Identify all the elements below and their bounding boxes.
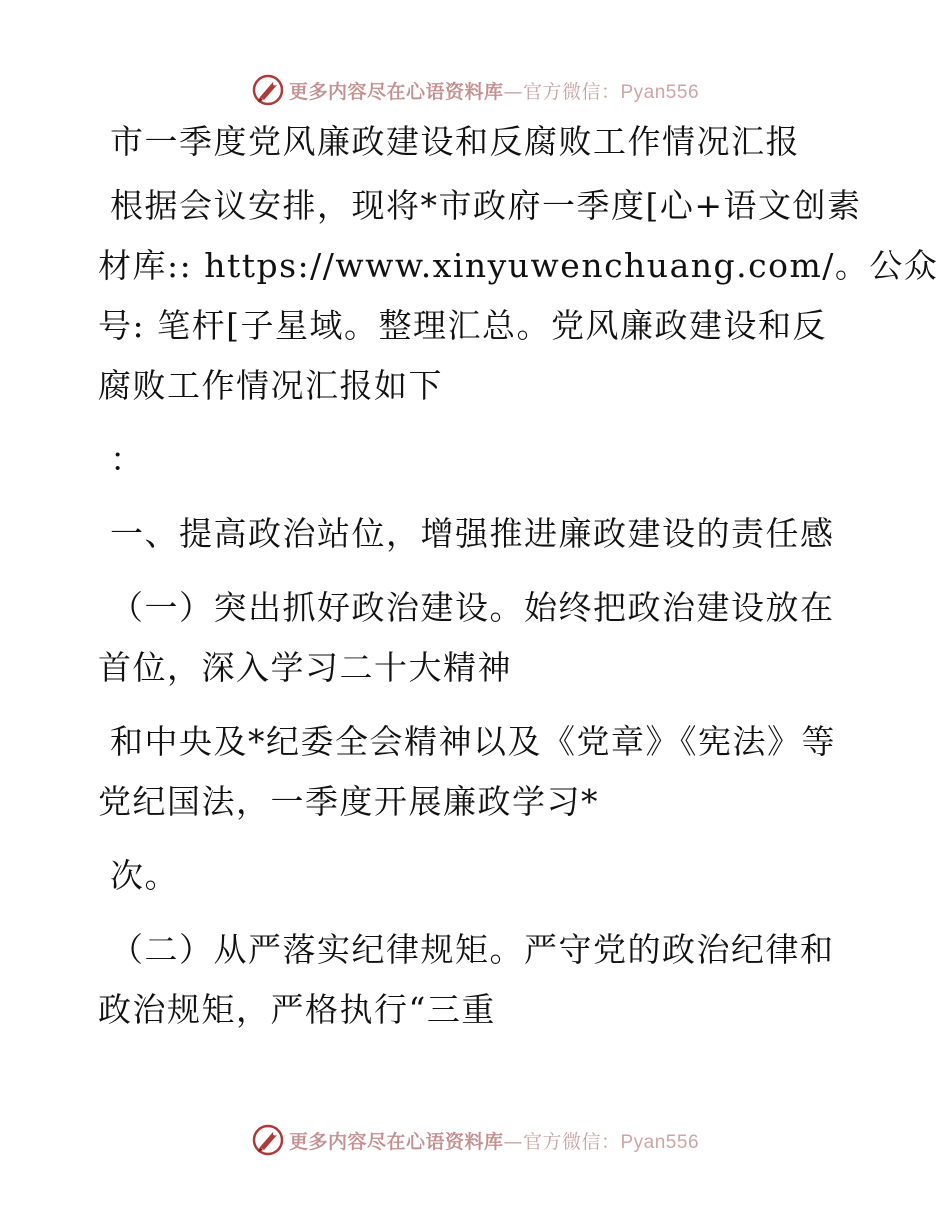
watermark-text <box>289 1127 699 1154</box>
paragraph-line: 党纪国法，一季度开展廉政学习* <box>98 782 599 821</box>
pen-logo-icon <box>251 1123 285 1157</box>
paragraph-line: 首位，深入学习二十大精神 <box>98 648 512 687</box>
subsection-heading: （二）从严落实纪律规矩。严守党的政治纪律和 <box>110 930 835 969</box>
watermark-wechat-label: 官方微信： <box>522 1130 621 1153</box>
document-title: 市一季度党风廉政建设和反腐败工作情况汇报 <box>110 122 800 161</box>
paragraph-line: 政治规矩，严格执行“三重 <box>98 990 496 1029</box>
watermark-separator: — <box>503 1130 523 1153</box>
watermark-wechat-id: Pyan556 <box>620 81 700 103</box>
watermark-wechat-label: 官方微信： <box>522 80 621 103</box>
section-heading: 一、提高政治站位，增强推进廉政建设的责任感 <box>110 514 835 553</box>
pen-logo-icon <box>251 73 285 107</box>
footer-watermark <box>0 1120 950 1160</box>
paragraph-line: 和中央及*纪委全会精神以及《党章》《宪法》等 <box>110 722 836 761</box>
document-body <box>98 112 939 1040</box>
paragraph-line: 材库:: https://www.xinyuwenchuang.com/。公众 <box>98 246 939 285</box>
subsection-heading: （一）突出抓好政治建设。始终把政治建设放在 <box>110 588 835 627</box>
header-watermark <box>0 70 950 110</box>
paragraph-line: ： <box>110 440 145 479</box>
paragraph-line: 根据会议安排，现将*市政府一季度[心+语文创素 <box>110 186 862 225</box>
watermark-wechat-id: Pyan556 <box>620 1131 700 1153</box>
watermark-separator: — <box>503 80 523 103</box>
watermark-brand: 更多内容尽在心语资料库 <box>288 1130 504 1153</box>
paragraph-line: 次。 <box>110 856 179 895</box>
paragraph-line: 腐败工作情况汇报如下 <box>98 366 443 405</box>
watermark-brand: 更多内容尽在心语资料库 <box>288 80 504 103</box>
paragraph-line: 号: 笔杆[子星域。整理汇总。党风廉政建设和反 <box>98 306 827 345</box>
watermark-text <box>289 77 699 104</box>
